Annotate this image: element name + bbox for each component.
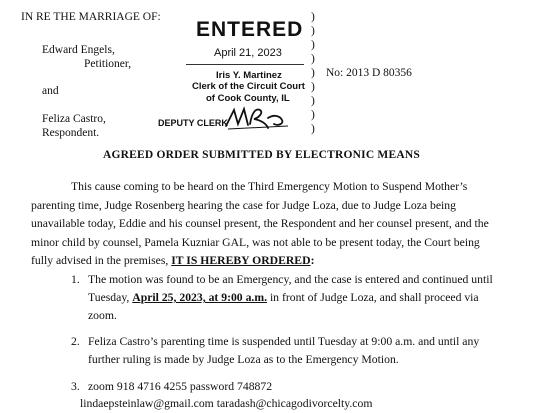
respondent-role: Respondent. <box>42 127 100 139</box>
item-2-line-2: further ruling is made by Judge Loza as to the Emergency Motion. <box>88 353 399 366</box>
item-3-line-1: zoom 918 4716 4255 password 748872 <box>88 380 273 393</box>
item-3-line-2: lindaepsteinlaw@gmail.com taradash@chicagodivorcelty.com <box>80 397 373 410</box>
ordered-colon: : <box>310 254 315 267</box>
item-1-number: 1. <box>71 273 80 286</box>
and-label: and <box>42 85 59 97</box>
stamp-clerk-title: Clerk of the Circuit Court <box>192 81 305 92</box>
petitioner-role: Petitioner, <box>84 58 132 70</box>
item-1-prefix: Tuesday, <box>88 291 133 304</box>
item-2-line-1: Feliza Castro’s parenting time is suspended until Tuesday at 9:00 a.m. and until any <box>88 335 480 348</box>
item-3-number: 3. <box>71 380 80 393</box>
entered-stamp <box>158 18 310 130</box>
caption-parentheses: ) ) ) ) ) ) ) ) ) <box>311 11 315 135</box>
item-1-suffix: in front of Judge Loza, and shall proceed via <box>267 291 479 304</box>
ordered-heading: IT IS HEREBY ORDERED <box>171 254 311 267</box>
paragraph-line-2: parenting time, Judge Rosenberg hearing the case for Judge Loza, due to Judge Loza being <box>31 198 456 212</box>
item-2-number: 2. <box>71 335 80 348</box>
deputy-signature <box>222 104 302 130</box>
item-1-line-3: zoom. <box>88 309 117 322</box>
stamp-rule <box>186 64 304 65</box>
stamp-entered: ENTERED <box>196 18 304 41</box>
petitioner-name: Edward Engels, <box>42 44 115 56</box>
paragraph-line-3: unavailable today, Eddie and his counsel present, the Respondent and her counsel present, and the <box>31 217 489 230</box>
case-number: No: 2013 D 80356 <box>326 67 412 79</box>
paragraph-line-5 <box>31 252 314 271</box>
paragraph-line-1: This cause coming to be heard on the Third Emergency Motion to Suspend Mother’s <box>71 180 468 193</box>
paragraph-line-4: minor child by counsel, Pamela Kuzniar GAL, was not able to be present today, the Court being <box>31 235 480 249</box>
stamp-deputy-clerk: DEPUTY CLERK <box>158 118 228 128</box>
paragraph-last-prefix: fully advised in the premises, <box>31 254 172 267</box>
order-title: AGREED ORDER SUBMITTED BY ELECTRONIC MEANS <box>103 149 420 161</box>
stamp-clerk-name: Iris Y. Martinez <box>216 70 282 81</box>
item-1-line-1: The motion was found to be an Emergency, and the case is entered and continued until <box>88 273 493 286</box>
stamp-date: April 21, 2023 <box>214 47 282 59</box>
item-1-line-2 <box>88 289 479 307</box>
caption-heading: IN RE THE MARRIAGE OF: <box>21 11 161 23</box>
respondent-name: Feliza Castro, <box>42 113 106 125</box>
stamp-county: of Cook County, IL <box>206 93 290 104</box>
item-1-date: April 25, 2023, at 9:00 a.m. <box>132 291 268 304</box>
